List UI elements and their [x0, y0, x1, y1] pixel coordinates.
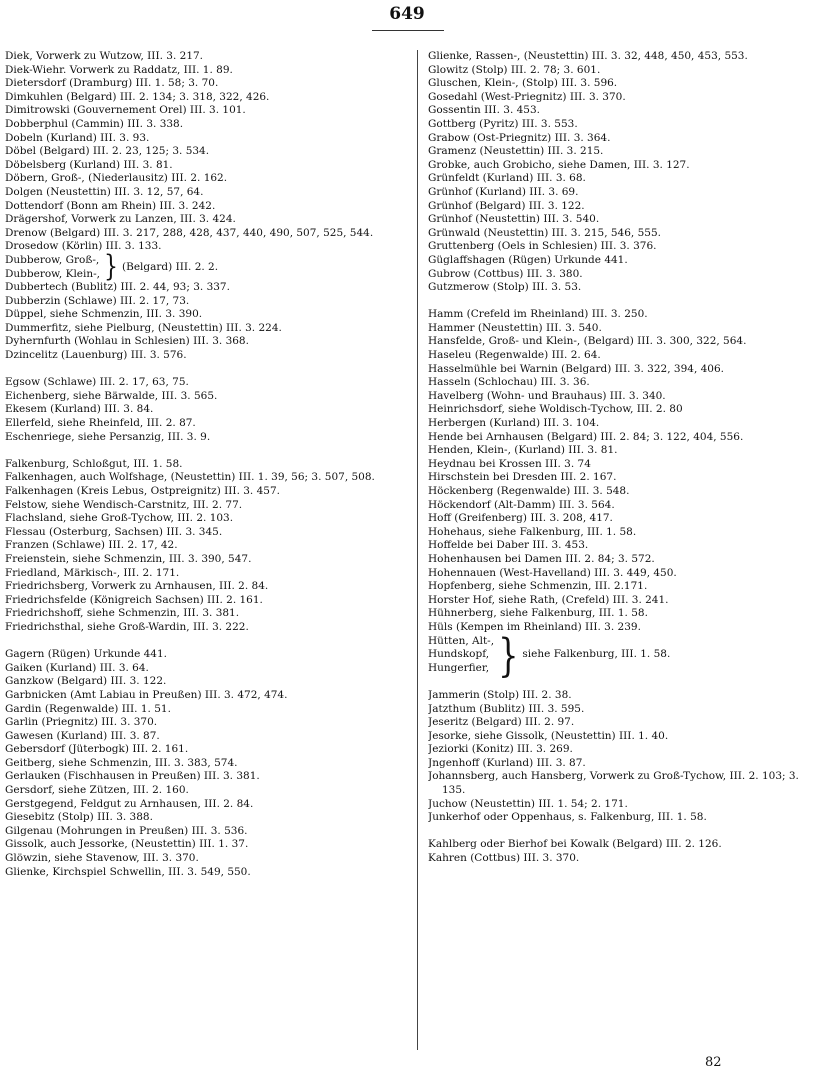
index-entry: Hammer (Neustettin) III. 3. 540.	[428, 321, 602, 334]
index-entry: Hühnerberg, siehe Falkenburg, III. 1. 58.	[428, 607, 648, 620]
index-entry: Herbergen (Kurland) III. 3. 104.	[428, 417, 600, 430]
entry-group-name: Hundskopf,	[428, 648, 490, 661]
index-entry: Henden, Klein-, (Kurland) III. 3. 81.	[428, 444, 618, 457]
index-entry: Friedland, Märkisch-, III. 2. 171.	[5, 566, 180, 579]
index-entry: Höckendorf (Alt-Damm) III. 3. 564.	[428, 498, 615, 511]
index-entry: Kahlberg oder Bierhof bei Kowalk (Belgard) III. 2. 126.	[428, 838, 722, 851]
index-entry: Hohehaus, siehe Falkenburg, III. 1. 58.	[428, 525, 637, 538]
index-entry: Gutzmerow (Stolp) III. 3. 53.	[428, 281, 582, 294]
index-entry: Jngenhoff (Kurland) III. 3. 87.	[428, 756, 586, 769]
entry-group-reference: (Belgard) III. 2. 2.	[122, 260, 219, 273]
index-entry: Friedrichsfelde (Königreich Sachsen) III. 2. 161.	[5, 593, 263, 606]
index-entry: Hüls (Kempen im Rheinland) III. 3. 239.	[428, 620, 641, 633]
index-entry: Falkenhagen (Kreis Lebus, Ostpreignitz) III. 3. 457.	[5, 485, 280, 497]
index-entry: Drenow (Belgard) III. 3. 217, 288, 428, 437, 440, 490, 507, 525, 544.	[5, 226, 374, 239]
index-entry: Dietersdorf (Dramburg) III. 1. 58; 3. 70.	[5, 77, 219, 90]
index-entry: Freienstein, siehe Schmenzin, III. 3. 390, 547.	[5, 552, 252, 565]
index-entry: Heydnau bei Krossen III. 3. 74	[428, 457, 591, 470]
index-entry: Glienke, Rassen-, (Neustettin) III. 3. 32, 448, 450, 453, 553.	[428, 50, 748, 62]
index-entry: Dzincelitz (Lauenburg) III. 3. 576.	[5, 349, 187, 362]
index-entry: Döbern, Groß-, (Niederlausitz) III. 2. 162.	[5, 172, 228, 185]
index-entry: Eichenberg, siehe Bärwalde, III. 3. 565.	[5, 389, 218, 402]
index-entry: Hende bei Arnhausen (Belgard) III. 2. 84; 3. 122, 404, 556.	[428, 430, 744, 443]
index-entry: Glöwzin, siehe Stavenow, III. 3. 370.	[5, 852, 199, 865]
index-entry: Grünhof (Belgard) III. 3. 122.	[428, 199, 585, 212]
index-entry: Dobeln (Kurland) III. 3. 93.	[5, 131, 150, 144]
index-entry: Gawesen (Kurland) III. 3. 87.	[5, 729, 160, 742]
index-entry: Drägershof, Vorwerk zu Lanzen, III. 3. 424.	[5, 213, 236, 226]
index-entry: Dobberphul (Cammin) III. 3. 338.	[5, 117, 184, 130]
entry-group-reference: siehe Falkenburg, III. 1. 58.	[522, 648, 671, 661]
index-entry: Grünwald (Neustettin) III. 3. 215, 546, 555.	[428, 226, 661, 239]
index-entry: Gramenz (Neustettin) III. 3. 215.	[428, 145, 604, 158]
index-entry: Dubberzin (Schlawe) III. 2. 17, 73.	[5, 294, 190, 307]
index-entry: Gerlauken (Fischhausen in Preußen) III. 3. 381.	[5, 770, 260, 783]
index-entry: Dyhernfurth (Wohlau in Schlesien) III. 3. 368.	[5, 335, 249, 348]
curly-brace-icon: }	[104, 250, 119, 284]
index-entry: Falkenhagen, auch Wolfshage, (Neustettin) III. 1. 39, 56; 3. 507, 508.	[5, 471, 375, 484]
index-entry: Jatzthum (Bublitz) III. 3. 595.	[428, 702, 585, 715]
index-entry: Giesebitz (Stolp) III. 3. 388.	[5, 811, 153, 824]
index-entry: Horster Hof, siehe Rath, (Crefeld) III. 3. 241.	[428, 593, 669, 606]
index-entry: Friedrichshoff, siehe Schmenzin, III. 3. 381.	[5, 607, 240, 620]
index-entry: Gissolk, auch Jessorke, (Neustettin) III. 1. 37.	[5, 838, 249, 851]
entry-group-names	[428, 635, 494, 676]
section-gap	[5, 363, 409, 377]
index-entry: Hamm (Crefeld im Rheinland) III. 3. 250.	[428, 308, 648, 321]
index-entry: Friedrichsthal, siehe Groß-Wardin, III. 3. 222.	[5, 620, 249, 633]
index-entry: Falkenburg, Schloßgut, III. 1. 58.	[5, 457, 183, 470]
index-entry: Dolgen (Neustettin) III. 3. 12, 57, 64.	[5, 185, 204, 198]
index-entry: Gardin (Regenwalde) III. 1. 51.	[5, 702, 171, 715]
index-entry: Gersdorf, siehe Zützen, III. 2. 160.	[5, 784, 189, 797]
index-entry: Hirschstein bei Dresden III. 2. 167.	[428, 471, 617, 484]
index-entry: Hohennauen (West-Havelland) III. 3. 449, 450.	[428, 566, 677, 579]
index-entry: Eschenriege, siehe Persanzig, III. 3. 9.	[5, 430, 211, 443]
index-entry: Ganzkow (Belgard) III. 3. 122.	[5, 675, 167, 688]
entry-group-names	[5, 254, 100, 281]
index-entry: Güglaffshagen (Rügen) Urkunde 441.	[428, 253, 628, 266]
index-entry: Hohenhausen bei Damen III. 2. 84; 3. 572.	[428, 552, 655, 565]
index-entry: Gerstgegend, Feldgut zu Arnhausen, III. 2. 84.	[5, 797, 254, 810]
index-entry: Garlin (Priegnitz) III. 3. 370.	[5, 716, 158, 729]
index-entry-group	[5, 250, 409, 284]
header-rule	[372, 30, 444, 31]
index-entry: Heinrichsdorf, siehe Woldisch-Tychow, III. 2. 80	[428, 403, 683, 416]
index-entry: Gilgenau (Mohrungen in Preußen) III. 3. 536.	[5, 824, 248, 837]
index-entry: Höckenberg (Regenwalde) III. 3. 548.	[428, 485, 630, 497]
index-entry: Diek-Wiehr. Vorwerk zu Raddatz, III. 1. 89.	[5, 63, 233, 76]
index-entry: Grünhof (Kurland) III. 3. 69.	[428, 185, 579, 198]
index-entry: Hoff (Greifenberg) III. 3. 208, 417.	[428, 512, 613, 525]
index-entry: Gottberg (Pyritz) III. 3. 553.	[428, 117, 578, 130]
section-gap	[428, 675, 808, 689]
footer-number: 82	[705, 1055, 722, 1070]
index-entry: Flessau (Osterburg, Sachsen) III. 3. 345.	[5, 525, 223, 538]
index-entry: Grabow (Ost-Priegnitz) III. 3. 364.	[428, 131, 611, 144]
index-entry: Johannsberg, auch Hansberg, Vorwerk zu Groß-Tychow, III. 2. 103; 3. 135.	[428, 770, 799, 797]
index-entry: Hasseln (Schlochau) III. 3. 36.	[428, 376, 590, 389]
index-entry: Gagern (Rügen) Urkunde 441.	[5, 648, 168, 661]
index-entry: Hansfelde, Groß- und Klein-, (Belgard) III. 3. 300, 322, 564.	[428, 335, 747, 348]
index-entry: Dottendorf (Bonn am Rhein) III. 3. 242.	[5, 199, 216, 212]
index-entry: Hopfenberg, siehe Schmenzin, III. 2.171.	[428, 580, 648, 593]
index-entry: Gossentin III. 3. 453.	[428, 104, 540, 117]
index-entry: Döbel (Belgard) III. 2. 23, 125; 3. 534.	[5, 145, 210, 158]
index-entry: Jesorke, siehe Gissolk, (Neustettin) III. 1. 40.	[428, 729, 669, 742]
index-entry: Havelberg (Wohn- und Brauhaus) III. 3. 340.	[428, 389, 666, 402]
section-gap	[5, 635, 409, 649]
index-entry: Ellerfeld, siehe Rheinfeld, III. 2. 87.	[5, 417, 196, 430]
index-entry: Glienke, Kirchspiel Schwellin, III. 3. 549, 550.	[5, 865, 251, 878]
index-column-left	[5, 50, 409, 879]
index-entry: Junkerhof oder Oppenhaus, s. Falkenburg, III. 1. 58.	[428, 811, 707, 824]
index-entry: Haseleu (Regenwalde) III. 2. 64.	[428, 349, 601, 362]
index-entry: Döbelsberg (Kurland) III. 3. 81.	[5, 158, 173, 171]
index-entry: Ekesem (Kurland) III. 3. 84.	[5, 403, 154, 416]
entry-group-name: Hütten, Alt-,	[428, 634, 495, 647]
index-entry: Friedrichsberg, Vorwerk zu Arnhausen, III. 2. 84.	[5, 580, 269, 593]
index-entry: Flachsland, siehe Groß-Tychow, III. 2. 103.	[5, 512, 234, 525]
index-entry: Grobke, auch Grobicho, siehe Damen, III. 3. 127.	[428, 158, 690, 171]
index-column-right	[428, 50, 808, 866]
index-entry: Gosedahl (West-Priegnitz) III. 3. 370.	[428, 90, 626, 103]
entry-group-name: Hungerfier,	[428, 661, 490, 674]
index-entry: Dummerfitz, siehe Pielburg, (Neustettin) III. 3. 224.	[5, 321, 282, 334]
index-entry: Egsow (Schlawe) III. 2. 17, 63, 75.	[5, 376, 189, 389]
index-entry: Dubbertech (Bublitz) III. 2. 44, 93; 3. 337.	[5, 281, 230, 294]
index-entry: Garbnicken (Amt Labiau in Preußen) III. 3. 472, 474.	[5, 688, 288, 701]
column-divider	[417, 50, 418, 1050]
index-entry: Gluschen, Klein-, (Stolp) III. 3. 596.	[428, 77, 618, 90]
index-entry: Franzen (Schlawe) III. 2. 17, 42.	[5, 539, 178, 552]
index-entry: Gruttenberg (Oels in Schlesien) III. 3. 376.	[428, 240, 657, 253]
section-gap	[428, 295, 808, 309]
index-entry: Jammerin (Stolp) III. 2. 38.	[428, 688, 572, 701]
page-number: 649	[389, 4, 425, 24]
index-entry: Kahren (Cottbus) III. 3. 370.	[428, 852, 580, 865]
index-entry: Jeziorki (Konitz) III. 3. 269.	[428, 743, 573, 756]
entry-group-name: Dubberow, Klein-,	[5, 267, 101, 280]
section-gap	[5, 444, 409, 458]
curly-brace-icon: }	[498, 628, 519, 682]
index-entry: Jeseritz (Belgard) III. 2. 97.	[428, 716, 575, 729]
index-entry: Felstow, siehe Wendisch-Carstnitz, III. 2. 77.	[5, 498, 243, 511]
index-entry: Gaiken (Kurland) III. 3. 64.	[5, 661, 149, 674]
section-gap	[428, 825, 808, 839]
index-entry: Juchow (Neustettin) III. 1. 54; 2. 171.	[428, 797, 628, 810]
index-entry: Gubrow (Cottbus) III. 3. 380.	[428, 267, 583, 280]
index-entry: Gebersdorf (Jüterbogk) III. 2. 161.	[5, 743, 189, 756]
index-entry: Geitberg, siehe Schmenzin, III. 3. 383, 574.	[5, 756, 238, 769]
index-entry: Dimitrowski (Gouvernement Orel) III. 3. 101.	[5, 104, 246, 117]
index-entry: Glowitz (Stolp) III. 2. 78; 3. 601.	[428, 63, 601, 76]
index-entry: Diek, Vorwerk zu Wutzow, III. 3. 217.	[5, 50, 204, 62]
index-entry: Grünfeldt (Kurland) III. 3. 68.	[428, 172, 586, 185]
index-entry: Dimkuhlen (Belgard) III. 2. 134; 3. 318, 322, 426.	[5, 90, 270, 103]
index-entry: Drosedow (Körlin) III. 3. 133.	[5, 240, 162, 253]
index-entry-group	[428, 628, 808, 682]
index-entry: Düppel, siehe Schmenzin, III. 3. 390.	[5, 308, 203, 321]
entry-group-name: Dubberow, Groß-,	[5, 253, 100, 266]
index-entry: Hoffelde bei Daber III. 3. 453.	[428, 539, 589, 552]
index-entry: Hasselmühle bei Warnin (Belgard) III. 3. 322, 394, 406.	[428, 362, 724, 375]
index-entry: Grünhof (Neustettin) III. 3. 540.	[428, 213, 600, 226]
